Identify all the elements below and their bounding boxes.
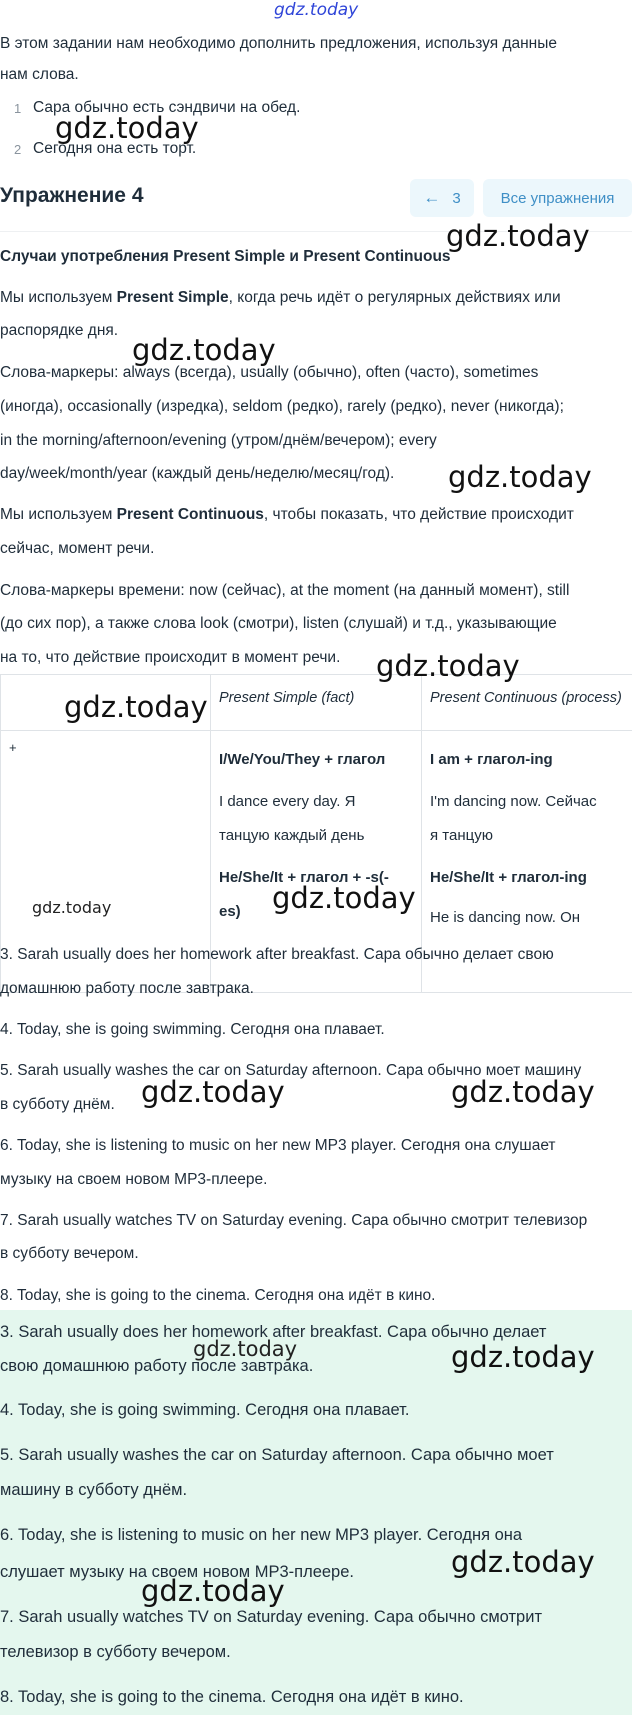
example-text: танцую каждый день	[219, 827, 365, 844]
sentence-line: 8. Today, she is going to the cinema. Сегодня она идёт в кино.	[0, 1287, 436, 1304]
theory-paragraph: сейчас, момент речи.	[0, 540, 155, 557]
answer-line: 4. Today, she is going swimming. Сегодня она плавает.	[0, 1401, 410, 1419]
watermark: gdz.today	[64, 690, 208, 724]
watermark: gdz.today	[272, 881, 416, 915]
intro-text: В этом задании нам необходимо дополнить предложения, используя данные	[0, 35, 557, 52]
markers-text: Слова-маркеры: always (всегда), usually (обычно), often (часто), sometimes	[0, 364, 539, 381]
watermark: gdz.today	[451, 1340, 595, 1374]
all-exercises-button[interactable]: Все упражнения	[483, 179, 632, 217]
theory-paragraph: Мы используем Present Simple, когда речь идёт о регулярных действиях или	[0, 289, 561, 306]
table-header-cell: Present Continuous (process)	[422, 675, 632, 731]
markers-text: (иногда), occasionally (изредка), seldom (редко), rarely (редко), never (никогда);	[0, 398, 564, 415]
sentence-line: в субботу днём.	[0, 1096, 115, 1113]
watermark: gdz.today	[55, 111, 199, 145]
previous-exercise-button[interactable]	[410, 179, 474, 217]
sentence-line: в субботу вечером.	[0, 1245, 139, 1262]
markers-text: Слова-маркеры времени: now (сейчас), at the moment (на данный момент), still	[0, 582, 570, 599]
intro-text: нам слова.	[0, 66, 79, 83]
example-text: I'm dancing now. Сейчас	[430, 793, 597, 810]
table-header-cell	[1, 675, 211, 731]
watermark: gdz.today	[451, 1075, 595, 1109]
example-text: I dance every day. Я	[219, 793, 356, 810]
markers-text: in the morning/afternoon/evening (утром/днём/вечером); every	[0, 432, 437, 449]
answer-line: машину в субботу днём.	[0, 1481, 188, 1499]
sentence-line: 7. Sarah usually watches TV on Saturday evening. Сара обычно смотрит телевизор	[0, 1212, 588, 1229]
watermark: gdz.today	[376, 649, 520, 683]
rule-text: es)	[219, 903, 241, 920]
markers-text: на то, что действие происходит в момент речи.	[0, 649, 341, 666]
answer-line: 7. Sarah usually watches TV on Saturday evening. Сара обычно смотрит	[0, 1608, 543, 1626]
term-present-continuous: Present Continuous	[116, 506, 264, 523]
sentence-line: 6. Today, she is listening to music on her new MP3 player. Сегодня она слушает	[0, 1137, 556, 1154]
table-header-row	[1, 675, 632, 731]
theory-paragraph: распорядке дня.	[0, 322, 119, 339]
watermark: gdz.today	[448, 460, 592, 494]
answer-line: слушает музыку на своем новом MP3-плеере.	[0, 1563, 354, 1581]
watermark: gdz.today	[274, 0, 359, 20]
watermark: gdz.today	[446, 219, 590, 253]
watermark: gdz.today	[132, 333, 276, 367]
answer-line: 5. Sarah usually washes the car on Saturday afternoon. Сара обычно моет	[0, 1446, 554, 1464]
sentence-line: 4. Today, she is going swimming. Сегодня она плавает.	[0, 1021, 385, 1038]
watermark: gdz.today	[141, 1574, 285, 1608]
answer-line: свою домашнюю работу после завтрака.	[0, 1357, 314, 1375]
watermark: gdz.today	[451, 1545, 595, 1579]
list-item: Сегодня она есть торт.	[33, 140, 197, 157]
watermark: gdz.today	[193, 1337, 298, 1361]
term-present-simple: Present Simple	[116, 289, 229, 306]
watermark: gdz.today	[141, 1075, 285, 1109]
markers-text: (до сих пор), а также слова look (смотри), listen (слушай) и т.д., указывающие	[0, 615, 557, 632]
example-text: He is dancing now. Он	[430, 909, 581, 926]
rule-text: He/She/It + глагол-ing	[430, 869, 587, 886]
rule-text: He/She/It + глагол + -s(-	[219, 869, 389, 886]
sentence-line: 5. Sarah usually washes the car on Saturday afternoon. Сара обычно моет машину	[0, 1062, 582, 1079]
divider	[0, 231, 632, 232]
answer-line: 8. Today, she is going to the cinema. Сегодня она идёт в кино.	[0, 1688, 464, 1706]
row-label: +	[9, 740, 17, 755]
watermark: gdz.today	[32, 898, 112, 917]
rule-text: I/We/You/They + глагол	[219, 751, 386, 768]
theory-heading: Случаи употребления Present Simple и Present Continuous	[0, 248, 451, 265]
previous-exercise-number: 3	[452, 189, 461, 207]
list-number: 2	[14, 142, 22, 157]
table-header-cell: Present Simple (fact)	[211, 675, 422, 731]
list-item: Сара обычно есть сэндвичи на обед.	[33, 99, 301, 116]
sentence-line: домашнюю работу после завтрака.	[0, 980, 254, 997]
markers-text: day/week/month/year (каждый день/неделю/месяц/год).	[0, 465, 395, 482]
theory-paragraph: Мы используем Present Continuous, чтобы показать, что действие происходит	[0, 506, 574, 523]
sentence-line: 3. Sarah usually does her homework after breakfast. Сара обычно делает свою	[0, 946, 554, 963]
answer-line: 6. Today, she is listening to music on her new MP3 player. Сегодня она	[0, 1526, 523, 1544]
arrow-left-icon: ←	[423, 188, 441, 207]
example-text: я танцую	[430, 827, 493, 844]
exercise-title: Упражнение 4	[0, 184, 144, 207]
answer-line: 3. Sarah usually does her homework after breakfast. Сара обычно делает	[0, 1323, 547, 1341]
sentence-line: музыку на своем новом MP3-плеере.	[0, 1171, 268, 1188]
rule-text: I am + глагол-ing	[430, 751, 553, 768]
answer-line: телевизор в субботу вечером.	[0, 1643, 231, 1661]
list-number: 1	[14, 101, 22, 116]
